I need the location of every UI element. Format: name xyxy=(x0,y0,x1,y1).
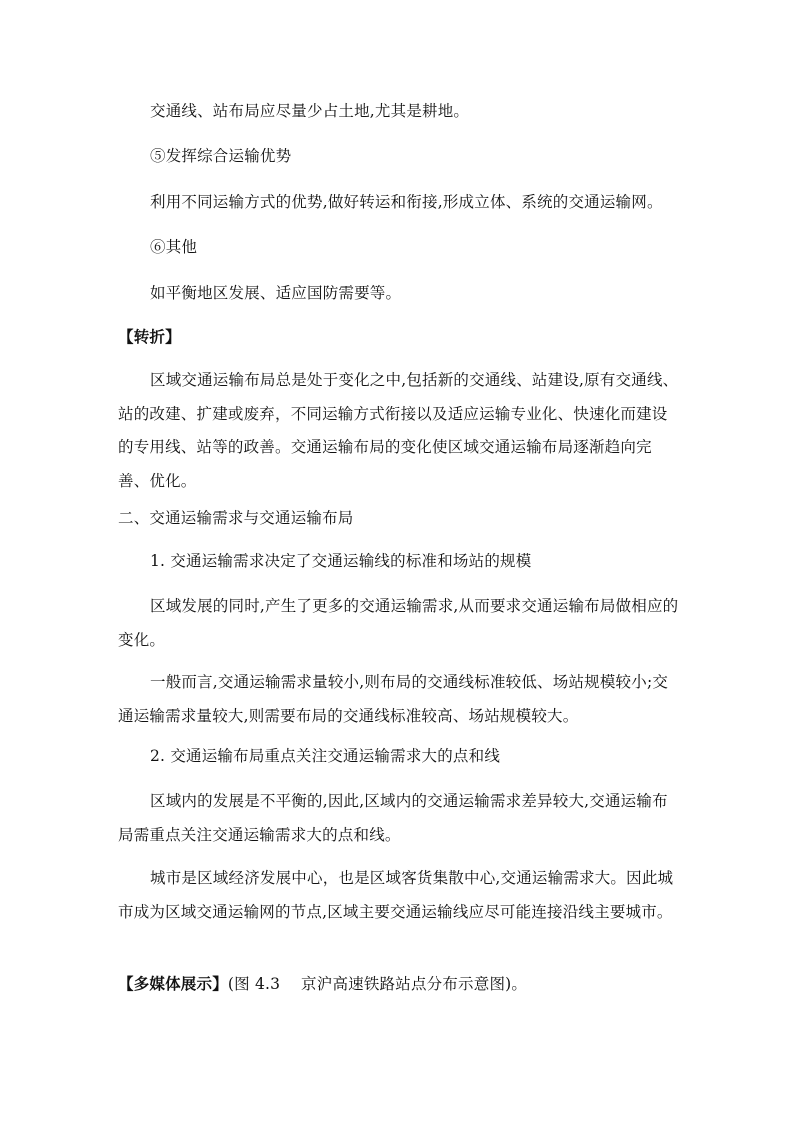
section-heading-2: 二、交通运输需求与交通运输布局 xyxy=(118,509,354,527)
paragraph-layout-change: 区域交通运输布局总是处于变化之中,包括新的交通线、站建设,原有交通线、站的改建、扩建或废弃，不同运输方式衔接以及适应运输专业化、快速化而建设的专用线、站等的政善。交通运输布局的变化使区域交通运输布局逐渐趋向完善、优化。 xyxy=(118,371,679,490)
subsection-heading-2-1: 1. 交通运输需求决定了交通运输线的标准和场站的规模 xyxy=(150,552,532,570)
paragraph-land-use: 交通线、站布局应尽量少占土地,尤其是耕地。 xyxy=(150,102,470,120)
paragraph-transport-modes: 利用不同运输方式的优势,做好转运和衔接,形成立体、系统的交通运输网。 xyxy=(150,193,663,211)
paragraph-uneven-development: 区域内的发展是不平衡的,因此,区域内的交通运输需求差异较大,交通运输布局需重点关注交通运输需求大的点和线。 xyxy=(118,792,668,844)
paragraph-demand-change: 区域发展的同时,产生了更多的交通运输需求,从而要求交通运输布局做相应的变化。 xyxy=(118,597,679,649)
media-figure-reference: (图 4.3 京沪高速铁路站点分布示意图)。 xyxy=(227,975,528,993)
media-caption xyxy=(118,976,527,993)
subheading-integrated-transport: ⑤发挥综合运输优势 xyxy=(150,147,292,165)
paragraph-city-nodes: 城市是区域经济发展中心，也是区域客货集散中心,交通运输需求大。因此城市成为区域交通运输网的节点,区域主要交通运输线应尽可能连接沿线主要城市。 xyxy=(118,869,674,921)
media-label: 【多媒体展示】 xyxy=(118,974,228,993)
subsection-heading-2-2: 2. 交通运输布局重点关注交通运输需求大的点和线 xyxy=(150,747,501,765)
paragraph-demand-standard: 一般而言,交通运输需求量较小,则布局的交通线标准较低、场站规模较小;交通运输需求量较大,则需要布局的交通线标准较高、场站规模较大。 xyxy=(118,673,669,725)
subheading-other: ⑥其他 xyxy=(150,238,198,256)
paragraph-balance-development: 如平衡地区发展、适应国防需要等。 xyxy=(150,284,402,302)
section-label-transition: 【转折】 xyxy=(118,327,181,346)
